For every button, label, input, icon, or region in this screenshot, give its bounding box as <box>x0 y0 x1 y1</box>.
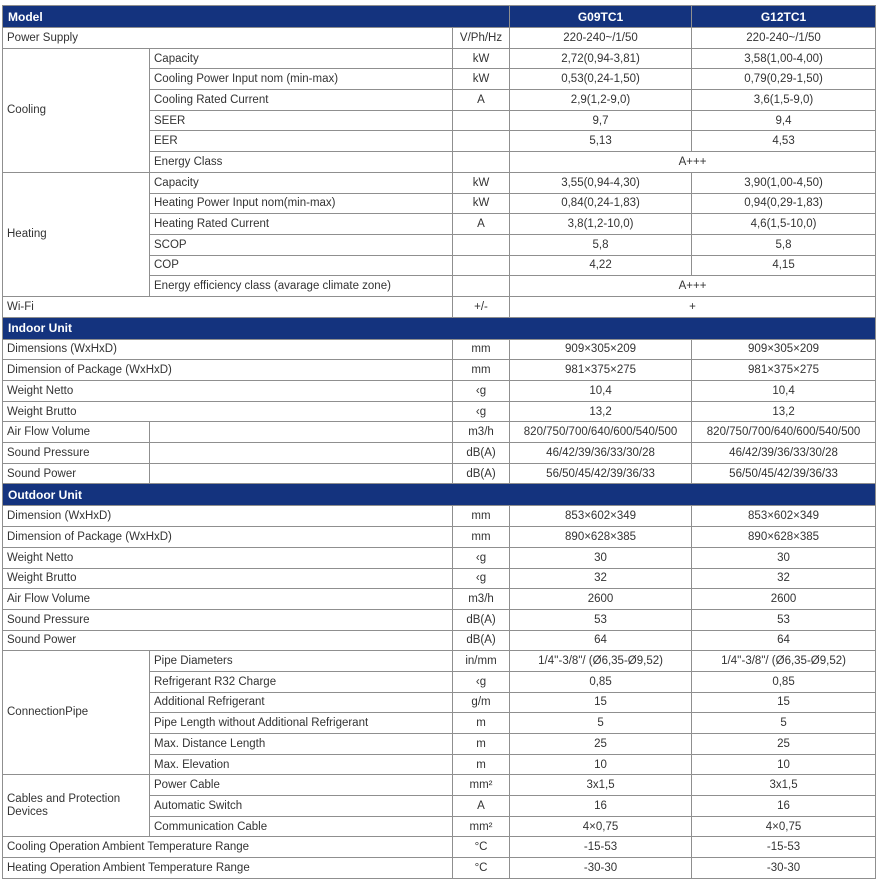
value-cell: 5 <box>692 713 876 734</box>
unit-cell: kW <box>453 193 510 214</box>
value-cell: 53 <box>692 609 876 630</box>
table-row <box>3 443 876 464</box>
unit-cell: °C <box>453 858 510 879</box>
value-cell: 981×375×275 <box>510 360 692 381</box>
value-cell: 4,53 <box>692 131 876 152</box>
value-cell: 890×628×385 <box>692 527 876 548</box>
row-sublabel: Automatic Switch <box>150 796 453 817</box>
row-sublabel: COP <box>150 255 453 276</box>
table-row <box>3 547 876 568</box>
value-cell: 3,58(1,00-4,00) <box>692 48 876 69</box>
value-cell: 981×375×275 <box>692 360 876 381</box>
value-cell: 853×602×349 <box>692 506 876 527</box>
section-header-indoor-unit: Indoor Unit <box>3 317 876 339</box>
unit-cell: g/m <box>453 692 510 713</box>
value-cell: 220-240~/1/50 <box>510 28 692 49</box>
value-cell: 30 <box>510 547 692 568</box>
group-label-cables-protection: Cables and Protection Devices <box>3 775 150 837</box>
unit-cell: +/- <box>453 296 510 317</box>
row-label: Wi-Fi <box>3 296 453 317</box>
row-label: Cooling Operation Ambient Temperature Range <box>3 837 453 858</box>
row-sublabel: Max. Elevation <box>150 754 453 775</box>
row-sublabel <box>150 463 453 484</box>
row-label: Dimension of Package (WxHxD) <box>3 360 453 381</box>
table-row <box>3 527 876 548</box>
value-cell: 2,72(0,94-3,81) <box>510 48 692 69</box>
value-cell: 2600 <box>510 589 692 610</box>
unit-cell: m <box>453 754 510 775</box>
value-cell: 2,9(1,2-9,0) <box>510 90 692 111</box>
value-cell: -30-30 <box>692 858 876 879</box>
row-sublabel: Pipe Length without Additional Refrigerant <box>150 713 453 734</box>
unit-cell: A <box>453 796 510 817</box>
value-cell: 4,22 <box>510 255 692 276</box>
row-label: Air Flow Volume <box>3 422 150 443</box>
value-cell: 64 <box>510 630 692 651</box>
row-sublabel: Heating Rated Current <box>150 214 453 235</box>
table-row <box>3 609 876 630</box>
value-cell: 32 <box>692 568 876 589</box>
row-label: Sound Power <box>3 630 453 651</box>
row-label: Power Supply <box>3 28 453 49</box>
table-row <box>3 775 876 796</box>
value-cell: A+++ <box>510 276 876 297</box>
row-sublabel: EER <box>150 131 453 152</box>
unit-cell: A <box>453 90 510 111</box>
table-row <box>3 28 876 49</box>
row-sublabel: Max. Distance Length <box>150 734 453 755</box>
unit-cell: A <box>453 214 510 235</box>
value-cell: 10 <box>510 754 692 775</box>
value-cell: 909×305×209 <box>510 339 692 360</box>
value-cell: -15-53 <box>510 837 692 858</box>
group-label-connection-pipe: ConnectionPipe <box>3 651 150 775</box>
value-cell: 1/4''-3/8"/ (Ø6,35-Ø9,52) <box>510 651 692 672</box>
row-sublabel: Power Cable <box>150 775 453 796</box>
value-cell: 0,85 <box>692 671 876 692</box>
table-row <box>3 506 876 527</box>
unit-cell <box>453 234 510 255</box>
value-cell: 220-240~/1/50 <box>692 28 876 49</box>
table-row <box>3 48 876 69</box>
unit-cell: m <box>453 713 510 734</box>
value-cell: 0,53(0,24-1,50) <box>510 69 692 90</box>
value-cell: 0,79(0,29-1,50) <box>692 69 876 90</box>
value-cell: 10,4 <box>510 381 692 402</box>
unit-cell: mm <box>453 506 510 527</box>
value-cell: 13,2 <box>692 401 876 422</box>
value-cell: 32 <box>510 568 692 589</box>
unit-cell: m3/h <box>453 422 510 443</box>
unit-cell: kW <box>453 48 510 69</box>
group-label-heating: Heating <box>3 172 150 296</box>
value-cell: + <box>510 296 876 317</box>
table-row <box>3 401 876 422</box>
table-row <box>3 630 876 651</box>
value-cell: 5 <box>510 713 692 734</box>
row-sublabel: SEER <box>150 110 453 131</box>
unit-cell: ‹g <box>453 568 510 589</box>
row-sublabel: Cooling Rated Current <box>150 90 453 111</box>
value-cell: 46/42/39/36/33/30/28 <box>510 443 692 464</box>
unit-cell: ‹g <box>453 671 510 692</box>
row-label: Weight Netto <box>3 381 453 402</box>
row-label: Dimensions (WxHxD) <box>3 339 453 360</box>
value-cell: 64 <box>692 630 876 651</box>
unit-cell: in/mm <box>453 651 510 672</box>
value-cell: 890×628×385 <box>510 527 692 548</box>
table-row <box>3 296 876 317</box>
unit-cell: m3/h <box>453 589 510 610</box>
row-sublabel <box>150 422 453 443</box>
table-row <box>3 837 876 858</box>
value-cell: 25 <box>510 734 692 755</box>
unit-cell: °C <box>453 837 510 858</box>
row-sublabel: SCOP <box>150 234 453 255</box>
unit-cell: mm <box>453 527 510 548</box>
row-label: Sound Pressure <box>3 443 150 464</box>
unit-cell: mm <box>453 339 510 360</box>
value-cell: 16 <box>510 796 692 817</box>
value-cell: -30-30 <box>510 858 692 879</box>
unit-cell: ‹g <box>453 381 510 402</box>
row-label: Dimension (WxHxD) <box>3 506 453 527</box>
spec-table <box>2 5 876 879</box>
value-cell: 13,2 <box>510 401 692 422</box>
value-cell: 3,55(0,94-4,30) <box>510 172 692 193</box>
row-sublabel <box>150 443 453 464</box>
value-cell: 30 <box>692 547 876 568</box>
row-label: Weight Brutto <box>3 568 453 589</box>
value-cell: 15 <box>510 692 692 713</box>
value-cell: 15 <box>692 692 876 713</box>
value-cell: 909×305×209 <box>692 339 876 360</box>
value-cell: 853×602×349 <box>510 506 692 527</box>
unit-cell: V/Ph/Hz <box>453 28 510 49</box>
value-cell: 25 <box>692 734 876 755</box>
value-cell: 3,8(1,2-10,0) <box>510 214 692 235</box>
table-row <box>3 317 876 339</box>
model-name-g12tc1: G12TC1 <box>692 6 876 28</box>
value-cell: 10 <box>692 754 876 775</box>
model-name-g09tc1: G09TC1 <box>510 6 692 28</box>
section-header-outdoor-unit: Outdoor Unit <box>3 484 876 506</box>
table-row <box>3 172 876 193</box>
unit-cell: ‹g <box>453 401 510 422</box>
value-cell: 16 <box>692 796 876 817</box>
row-label: Weight Netto <box>3 547 453 568</box>
value-cell: 2600 <box>692 589 876 610</box>
unit-cell <box>453 110 510 131</box>
group-label-cooling: Cooling <box>3 48 150 172</box>
value-cell: A+++ <box>510 152 876 173</box>
row-label: Heating Operation Ambient Temperature Range <box>3 858 453 879</box>
value-cell: 46/42/39/36/33/30/28 <box>692 443 876 464</box>
row-label: Dimension of Package (WxHxD) <box>3 527 453 548</box>
row-label: Sound Pressure <box>3 609 453 630</box>
row-sublabel: Capacity <box>150 48 453 69</box>
unit-cell: kW <box>453 69 510 90</box>
row-sublabel: Refrigerant R32 Charge <box>150 671 453 692</box>
value-cell: 56/50/45/42/39/36/33 <box>510 463 692 484</box>
value-cell: 56/50/45/42/39/36/33 <box>692 463 876 484</box>
row-sublabel: Communication Cable <box>150 816 453 837</box>
table-row <box>3 6 876 28</box>
row-sublabel: Heating Power Input nom(min-max) <box>150 193 453 214</box>
unit-cell <box>453 276 510 297</box>
row-sublabel: Pipe Diameters <box>150 651 453 672</box>
value-cell: 820/750/700/640/600/540/500 <box>510 422 692 443</box>
value-cell: 0,94(0,29-1,83) <box>692 193 876 214</box>
value-cell: 10,4 <box>692 381 876 402</box>
value-cell: 3x1,5 <box>692 775 876 796</box>
value-cell: 3,90(1,00-4,50) <box>692 172 876 193</box>
row-label: Sound Power <box>3 463 150 484</box>
model-header-label: Model <box>3 6 510 28</box>
table-row <box>3 858 876 879</box>
spec-table-body <box>3 6 876 879</box>
unit-cell: mm <box>453 360 510 381</box>
unit-cell: kW <box>453 172 510 193</box>
value-cell: 5,13 <box>510 131 692 152</box>
value-cell: 3,6(1,5-9,0) <box>692 90 876 111</box>
unit-cell: dB(A) <box>453 609 510 630</box>
value-cell: 9,7 <box>510 110 692 131</box>
value-cell: 820/750/700/640/600/540/500 <box>692 422 876 443</box>
value-cell: 4,15 <box>692 255 876 276</box>
table-row <box>3 381 876 402</box>
table-row <box>3 463 876 484</box>
unit-cell <box>453 152 510 173</box>
row-label: Air Flow Volume <box>3 589 453 610</box>
table-row <box>3 589 876 610</box>
unit-cell <box>453 131 510 152</box>
value-cell: 9,4 <box>692 110 876 131</box>
value-cell: 4×0,75 <box>692 816 876 837</box>
unit-cell: dB(A) <box>453 463 510 484</box>
row-sublabel: Additional Refrigerant <box>150 692 453 713</box>
value-cell: 5,8 <box>692 234 876 255</box>
row-sublabel: Energy efficiency class (avarage climate zone) <box>150 276 453 297</box>
row-sublabel: Capacity <box>150 172 453 193</box>
value-cell: 1/4''-3/8"/ (Ø6,35-Ø9,52) <box>692 651 876 672</box>
table-row <box>3 339 876 360</box>
unit-cell <box>453 255 510 276</box>
row-sublabel: Energy Class <box>150 152 453 173</box>
table-row <box>3 360 876 381</box>
unit-cell: ‹g <box>453 547 510 568</box>
row-sublabel: Cooling Power Input nom (min-max) <box>150 69 453 90</box>
unit-cell: dB(A) <box>453 443 510 464</box>
unit-cell: dB(A) <box>453 630 510 651</box>
table-row <box>3 484 876 506</box>
unit-cell: m <box>453 734 510 755</box>
unit-cell: mm² <box>453 816 510 837</box>
table-row <box>3 651 876 672</box>
value-cell: 3x1,5 <box>510 775 692 796</box>
unit-cell: mm² <box>453 775 510 796</box>
value-cell: 4,6(1,5-10,0) <box>692 214 876 235</box>
value-cell: 0,84(0,24-1,83) <box>510 193 692 214</box>
spec-sheet <box>2 5 875 879</box>
table-row <box>3 422 876 443</box>
value-cell: 53 <box>510 609 692 630</box>
table-row <box>3 568 876 589</box>
row-label: Weight Brutto <box>3 401 453 422</box>
value-cell: -15-53 <box>692 837 876 858</box>
value-cell: 4×0,75 <box>510 816 692 837</box>
value-cell: 5,8 <box>510 234 692 255</box>
value-cell: 0,85 <box>510 671 692 692</box>
